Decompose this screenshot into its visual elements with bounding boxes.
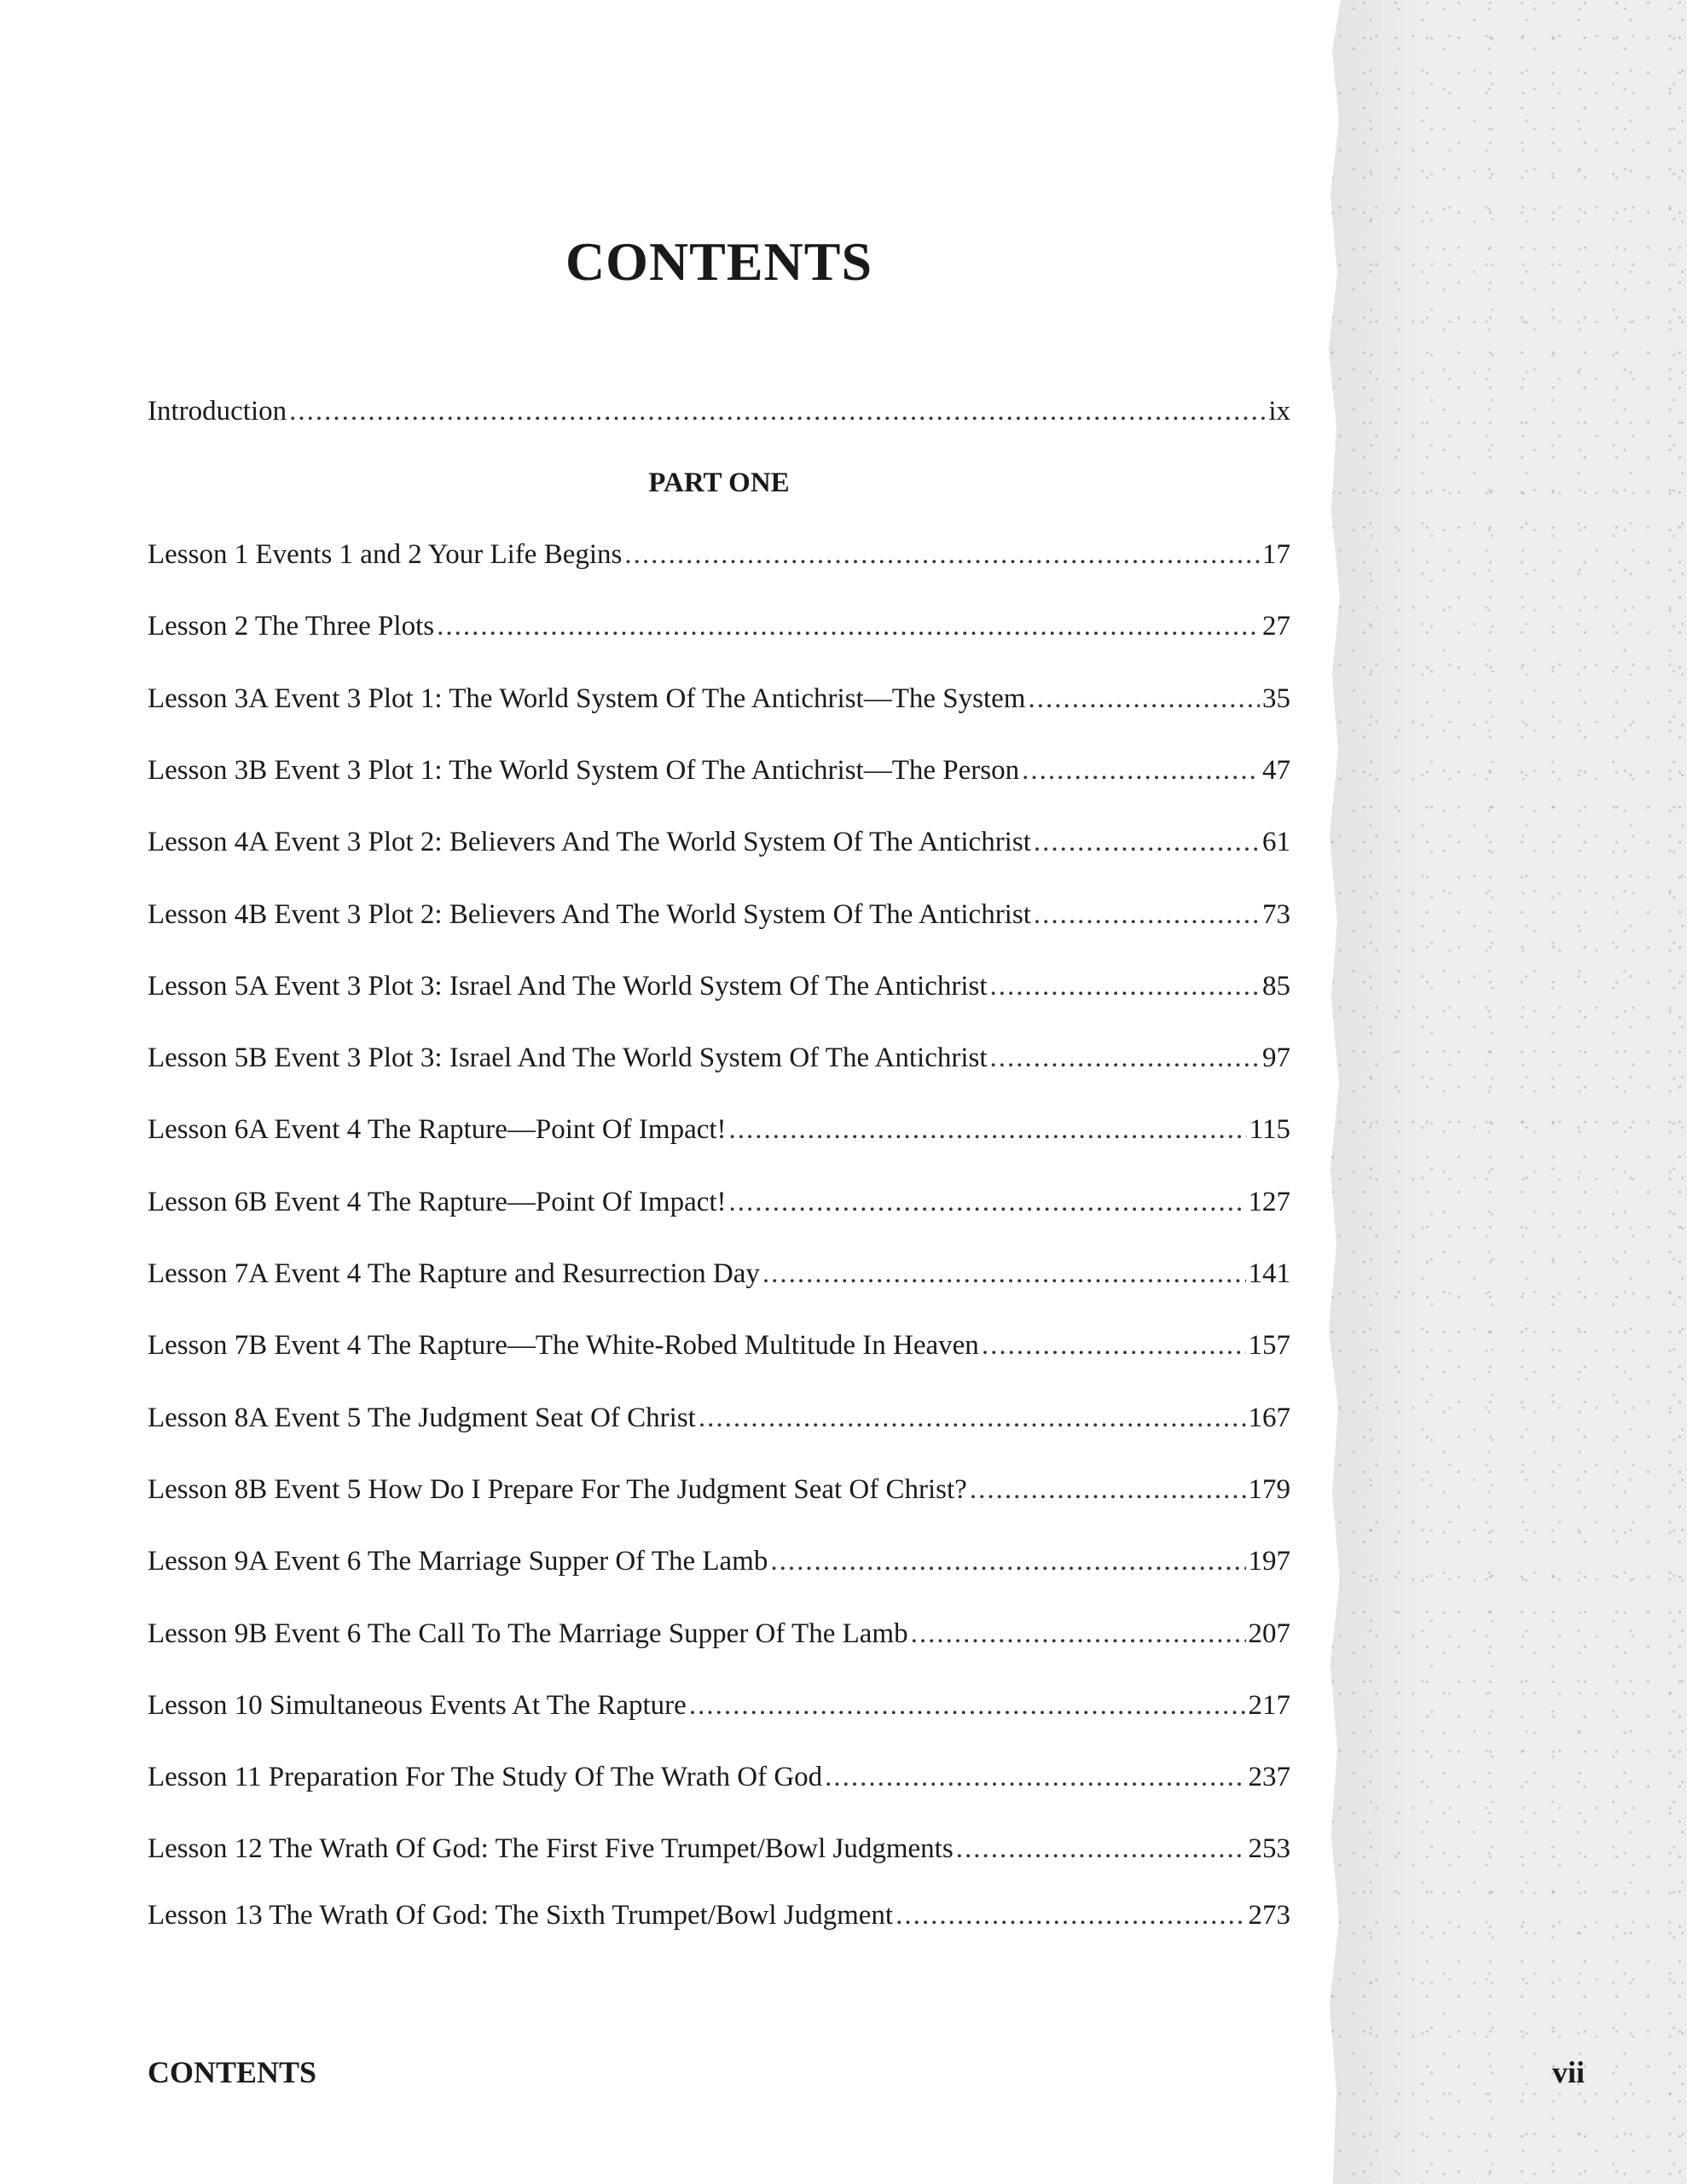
toc-entry-page: 61 xyxy=(1262,827,1290,858)
toc-entry-label: Lesson 1 Events 1 and 2 Your Life Begins xyxy=(148,539,623,570)
dot-leader xyxy=(624,537,1260,572)
toc-entry-label: Lesson 12 The Wrath Of God: The First Five Trumpet/Bowl Judgments xyxy=(148,1833,954,1865)
toc-entry xyxy=(148,1472,1290,1507)
toc-entry-label: Lesson 9B Event 6 The Call To The Marriage Supper Of The Lamb xyxy=(148,1618,908,1649)
toc-entry-label: Lesson 10 Simultaneous Events At The Rapture xyxy=(148,1689,687,1721)
dot-leader xyxy=(762,1257,1246,1291)
toc-entry-page: 97 xyxy=(1262,1043,1290,1074)
toc-entry xyxy=(148,1041,1290,1075)
toc-entry xyxy=(148,537,1290,572)
dot-leader xyxy=(729,1185,1246,1219)
toc-entry-page: 179 xyxy=(1248,1473,1290,1505)
toc-entry-label: Introduction xyxy=(148,396,287,427)
toc-entry xyxy=(148,1185,1290,1219)
toc-entry xyxy=(148,1328,1290,1362)
toc-entry xyxy=(148,753,1290,787)
toc-entry-label: Lesson 7B Event 4 The Rapture—The White-Robed Multitude In Heaven xyxy=(148,1330,979,1362)
toc-entry-page: 197 xyxy=(1248,1546,1290,1577)
toc-entry-label: Lesson 6B Event 4 The Rapture—Point Of Impact! xyxy=(148,1186,727,1217)
toc-entry-label: Lesson 2 The Three Plots xyxy=(148,611,435,642)
toc-entry-label: Lesson 13 The Wrath Of God: The Sixth Trumpet/Bowl Judgment xyxy=(148,1900,894,1931)
toc-entry-introduction xyxy=(148,394,1290,428)
dot-leader xyxy=(770,1544,1245,1578)
toc-entry-page: 157 xyxy=(1248,1330,1290,1362)
dot-leader xyxy=(1034,825,1260,859)
toc-entry xyxy=(148,1898,1290,1932)
toc-entry-page: 273 xyxy=(1248,1900,1290,1931)
dot-leader xyxy=(825,1760,1245,1794)
footer-section-title: CONTENTS xyxy=(148,2055,317,2089)
toc-entry-page: 85 xyxy=(1262,970,1290,1002)
toc-entry xyxy=(148,1688,1290,1722)
dot-leader xyxy=(970,1472,1246,1507)
dot-leader xyxy=(689,1688,1246,1722)
toc-entry-label: Lesson 3B Event 3 Plot 1: The World System Of The Antichrist—The Person xyxy=(148,754,1020,786)
toc-entry-page: 27 xyxy=(1262,611,1290,642)
toc-entry-label: Lesson 6A Event 4 The Rapture—Point Of Impact! xyxy=(148,1114,727,1146)
dot-leader xyxy=(729,1112,1247,1147)
dot-leader xyxy=(289,394,1266,428)
footer-page-number: vii xyxy=(1552,2055,1586,2089)
toc-entry-label: Lesson 9A Event 6 The Marriage Supper Of The Lamb xyxy=(148,1546,768,1577)
toc-entry xyxy=(148,682,1290,716)
dot-leader xyxy=(437,609,1260,643)
toc-entry-page: 217 xyxy=(1248,1689,1290,1721)
toc-entry-page: 35 xyxy=(1262,682,1290,714)
toc-entry-label: Lesson 4B Event 3 Plot 2: Believers And The World System Of The Antichrist xyxy=(148,898,1031,930)
toc-entry-label: Lesson 4A Event 3 Plot 2: Believers And The World System Of The Antichrist xyxy=(148,827,1031,858)
toc-entry xyxy=(148,825,1290,859)
dot-leader xyxy=(956,1832,1246,1866)
toc-entry xyxy=(148,1617,1290,1651)
dot-leader xyxy=(896,1898,1245,1932)
toc-entry-page: 127 xyxy=(1248,1186,1290,1217)
toc-entry-page: 237 xyxy=(1248,1762,1290,1793)
toc-entry-label: Lesson 8B Event 5 How Do I Prepare For The Judgment Seat Of Christ? xyxy=(148,1473,967,1505)
dot-leader xyxy=(990,1041,1260,1075)
toc-entry xyxy=(148,1832,1290,1866)
toc-entry-page: 207 xyxy=(1248,1618,1290,1649)
toc-entry xyxy=(148,1112,1290,1147)
toc-entry-page: 115 xyxy=(1249,1114,1290,1146)
toc-entry-page: 167 xyxy=(1248,1402,1290,1433)
toc-entry xyxy=(148,897,1290,932)
toc-entry xyxy=(148,1257,1290,1291)
dot-leader xyxy=(1022,753,1260,787)
dot-leader xyxy=(982,1328,1246,1362)
toc-entry-label: Lesson 5A Event 3 Plot 3: Israel And The World System Of The Antichrist xyxy=(148,970,988,1002)
toc-entry xyxy=(148,1401,1290,1435)
toc-entry-label: Lesson 8A Event 5 The Judgment Seat Of Christ xyxy=(148,1402,696,1433)
toc-entry-page: ix xyxy=(1268,396,1290,427)
page-title: CONTENTS xyxy=(565,231,873,292)
toc-entry-label: Lesson 7A Event 4 The Rapture and Resurrection Day xyxy=(148,1258,760,1289)
toc-entry-page: 47 xyxy=(1262,754,1290,786)
dot-leader xyxy=(911,1617,1246,1651)
toc-entry-page: 73 xyxy=(1262,898,1290,930)
toc-entry-label: Lesson 11 Preparation For The Study Of The Wrath Of God xyxy=(148,1762,823,1793)
toc-entry xyxy=(148,1544,1290,1578)
dot-leader xyxy=(699,1401,1246,1435)
toc-entry-page: 141 xyxy=(1248,1258,1290,1289)
dot-leader xyxy=(1034,897,1260,932)
toc-entry xyxy=(148,969,1290,1003)
toc-entry-page: 17 xyxy=(1262,539,1290,570)
part-heading: PART ONE xyxy=(648,468,790,498)
toc-entry-label: Lesson 3A Event 3 Plot 1: The World System Of The Antichrist—The System xyxy=(148,682,1026,714)
toc-entry xyxy=(148,1760,1290,1794)
toc-entry-label: Lesson 5B Event 3 Plot 3: Israel And The World System Of The Antichrist xyxy=(148,1043,988,1074)
toc-entry-page: 253 xyxy=(1248,1833,1290,1865)
dot-leader xyxy=(1028,682,1260,716)
dot-leader xyxy=(990,969,1260,1003)
toc-entry xyxy=(148,609,1290,643)
torn-paper-edge xyxy=(1329,0,1687,2184)
